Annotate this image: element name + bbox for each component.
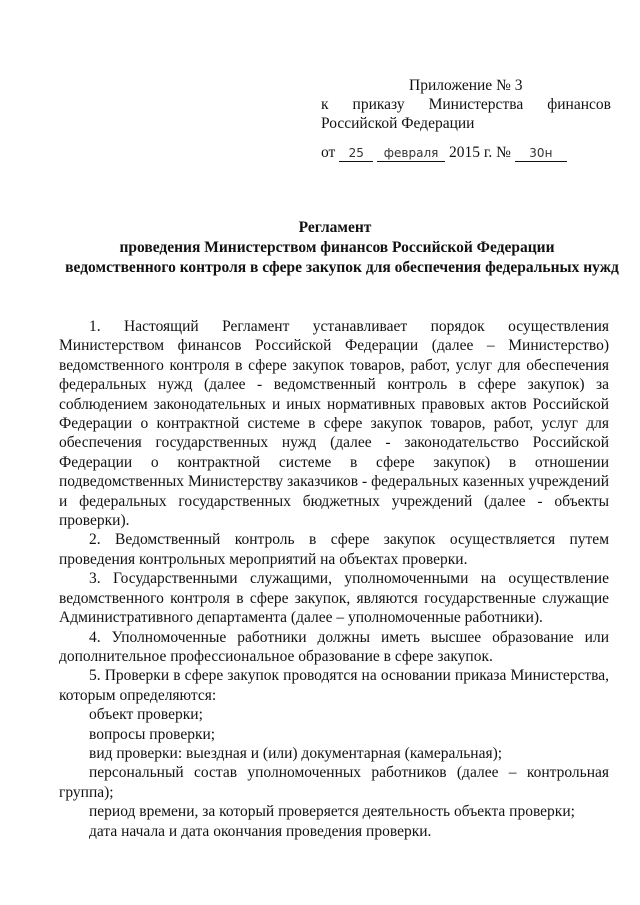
paragraph-4: 4. Уполномоченные работники должны иметь высшее образование или дополнительное профессиональное образование в сфере закупок.	[59, 628, 609, 665]
document-title	[30, 218, 640, 278]
appendix-finance-word: финансов	[547, 96, 611, 113]
list-item: вид проверки: выездная и (или) документарная (камеральная);	[89, 744, 503, 762]
order-date-line	[321, 143, 611, 162]
list-item: период времени, за который проверяется деятельность объекта проверки;	[89, 803, 575, 821]
appendix-ministry-word: Министерства	[428, 96, 524, 113]
date-from-word: от	[321, 144, 336, 161]
order-number-field: 30н	[515, 146, 567, 162]
appendix-to-word: к	[321, 96, 329, 113]
paragraph-2: 2. Ведомственный контроль в сфере закупок осуществляется путем проведения контрольных мероприятий на объектах проверки.	[59, 531, 609, 568]
appendix-order-word: приказу	[352, 96, 405, 113]
paragraph-3: 3. Государственными служащими, уполномоченными на осуществление ведомственного контроля в сфере закупок, являются государственные служащие Административного департамента (далее – уполномоченные работники).	[59, 570, 609, 627]
appendix-title: Приложение № 3	[409, 77, 523, 94]
appendix-federation: Российской Федерации	[321, 115, 475, 132]
list-item: объект проверки;	[89, 706, 203, 724]
list-item: вопросы проверки;	[89, 725, 216, 743]
date-year-label: 2015 г. №	[448, 144, 511, 161]
appendix-order-line	[321, 95, 611, 114]
appendix-header	[321, 76, 611, 133]
title-line-1: Регламент	[298, 219, 372, 236]
date-month-field: февраля	[377, 146, 445, 162]
list-item: персональный состав уполномоченных работников (далее – контрольная группа);	[59, 764, 609, 801]
paragraph-1: 1. Настоящий Регламент устанавливает порядок осуществления Министерством финансов Российской Федерации (далее – Министерство) ведомственного контроля в сфере закупок товаров, работ, услуг для обеспечения федеральных нужд (далее - ведомственный контроль в сфере закупок) за соблюдением законодательных и иных нормативных правовых актов Российской Федерации о контрактной системе в сфере закупок товаров, работ, услуг для обеспечения государственных нужд (далее - законодательство Российской Федерации о контрактной системе в сфере закупок) в отношении подведомственных Министерству заказчиков - федеральных казенных учреждений и федеральных государственных бюджетных учреждений (далее - объекты проверки).	[59, 318, 609, 530]
title-line-2: проведения Министерством финансов Российской Федерации	[119, 239, 555, 256]
date-day-field: 25	[339, 146, 373, 162]
document-body	[59, 317, 609, 841]
title-line-3: ведомственного контроля в сфере закупок для обеспечения федеральных нужд	[65, 259, 619, 276]
list-item: дата начала и дата окончания проведения проверки.	[89, 822, 432, 840]
paragraph-5: 5. Проверки в сфере закупок проводятся на основании приказа Министерства, которым определяются:	[59, 667, 609, 704]
